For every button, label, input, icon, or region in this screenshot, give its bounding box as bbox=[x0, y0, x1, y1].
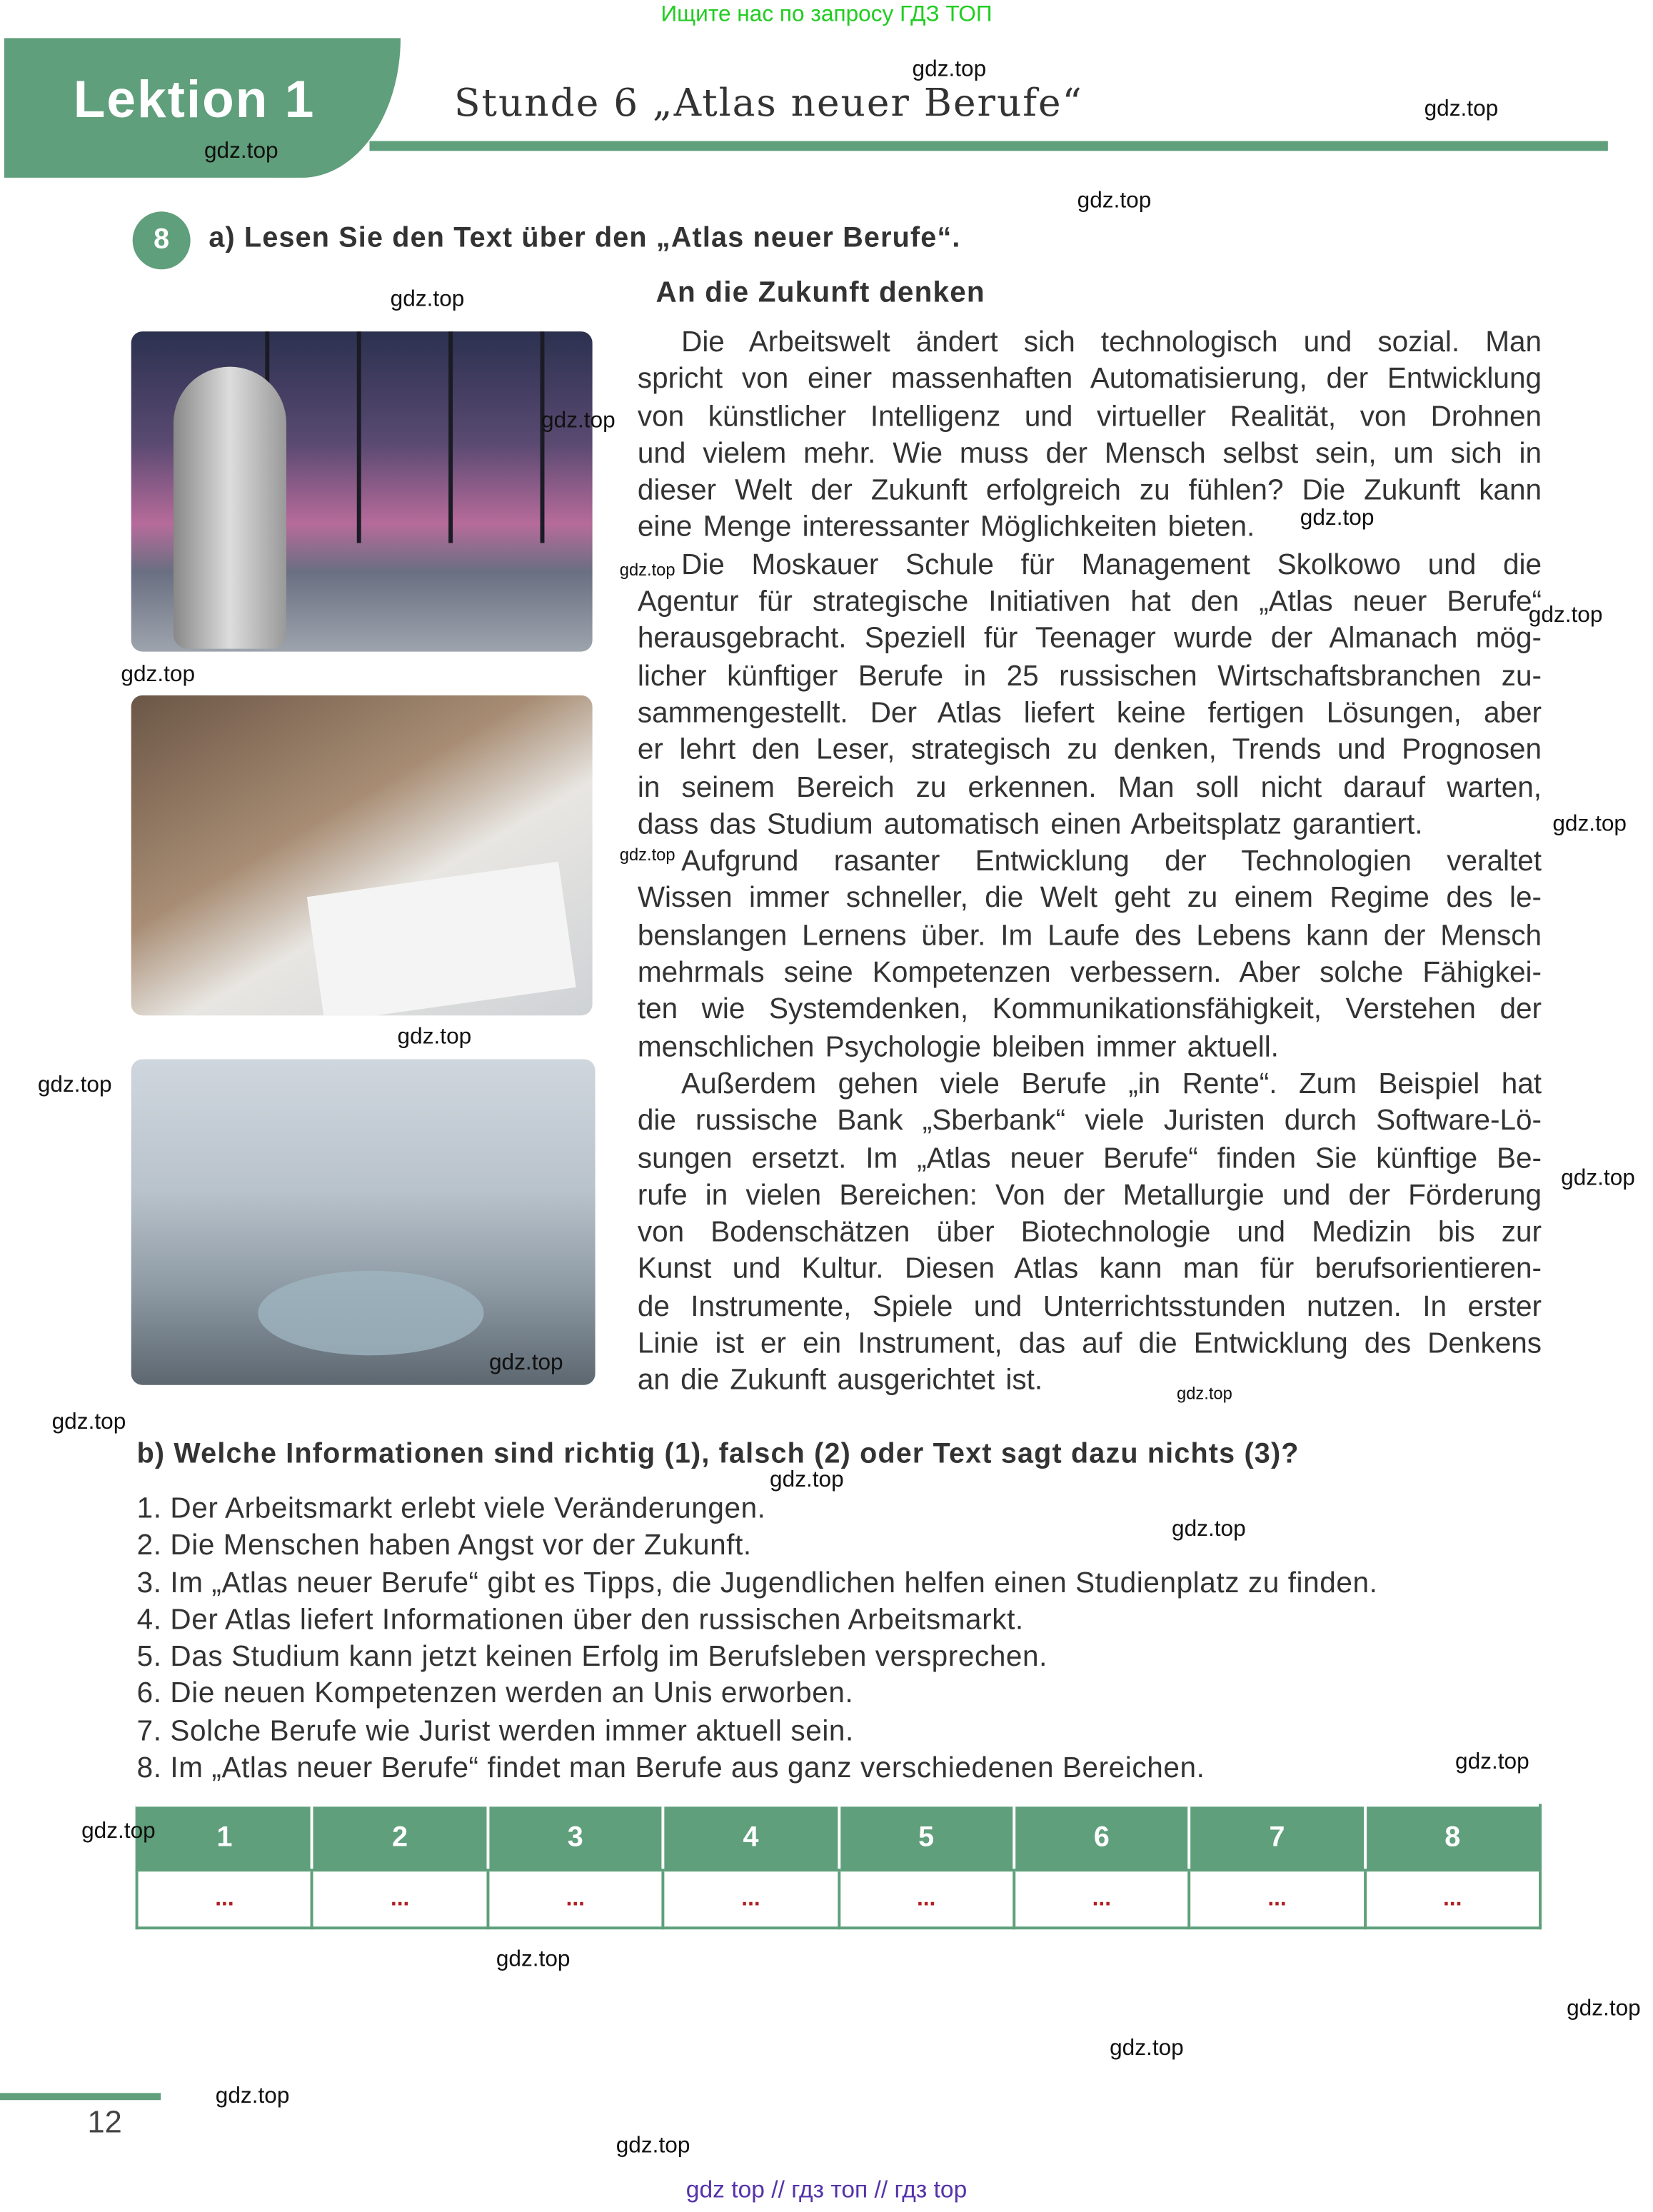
watermark: gdz.top bbox=[1552, 812, 1627, 837]
watermark: gdz.top bbox=[488, 1351, 563, 1375]
window-frame bbox=[541, 331, 545, 543]
answer-table-row bbox=[137, 1870, 1540, 1928]
chart-paper bbox=[307, 862, 576, 1015]
task-b-instruction: b) Welche Informationen sind richtig (1), falsch (2) oder Text sagt dazu nichts (3)? bbox=[136, 1438, 1300, 1470]
article-line: eine Menge interessanter Möglichkeiten bieten. bbox=[637, 511, 1255, 544]
watermark: gdz.top bbox=[81, 1819, 156, 1844]
watermark: gdz.top bbox=[1171, 1517, 1246, 1542]
statement-item: 5. Das Studium kann jetzt keinen Erfolg im Berufsleben versprechen. bbox=[136, 1640, 1047, 1674]
watermark: gdz.top bbox=[1528, 603, 1603, 628]
article-line: von künstlicher Intelligenz und virtueller Realität, von Drohnen bbox=[637, 400, 1542, 433]
answer-cell[interactable]: ... bbox=[663, 1870, 839, 1928]
article-title: An die Zukunft denken bbox=[655, 276, 985, 309]
article-line: dieser Welt der Zukunft erfolgreich zu fühlen? Die Zukunft kann bbox=[637, 474, 1542, 507]
article-line: Außerdem gehen viele Berufe „in Rente“. Zum Beispiel hat bbox=[681, 1067, 1542, 1100]
article-line: an die Zukunft ausgerichtet ist. bbox=[637, 1364, 1043, 1397]
article-line: die russische Bank „Sberbank“ viele Juristen durch Software-Lö- bbox=[637, 1105, 1542, 1137]
article-line: ten wie Systemdenken, Kommunikationsfähigkeit, Verstehen der bbox=[637, 993, 1542, 1026]
article-line: dass das Studium automatisch einen Arbeitsplatz garantiert. bbox=[637, 808, 1423, 841]
answer-column-header: 8 bbox=[1365, 1805, 1540, 1870]
watermark: gdz.top bbox=[204, 139, 278, 164]
window-frame bbox=[357, 331, 361, 543]
article-line: von Bodenschätzen über Biotechnologie und Medizin bis zur bbox=[637, 1215, 1542, 1249]
answer-column-header: 2 bbox=[312, 1805, 488, 1870]
article-line: er lehrt den Leser, strategisch zu denken, Trends und Prognosen bbox=[637, 733, 1542, 767]
watermark: gdz.top bbox=[1567, 1997, 1641, 2021]
watermark: gdz.top bbox=[1077, 188, 1152, 213]
page-title: Stunde 6 „Atlas neuer Berufe“ bbox=[454, 81, 1083, 126]
answer-table-header bbox=[137, 1805, 1540, 1870]
answer-cell[interactable]: ... bbox=[838, 1870, 1014, 1928]
watermark: gdz.top bbox=[390, 287, 465, 312]
article-line: spricht von einer massenhaften Automatisierung, der Entwicklung bbox=[637, 363, 1542, 396]
article-line: de Instrumente, Spiele und Unterrichtsstunden nutzen. In erster bbox=[637, 1290, 1542, 1323]
statement-item: 7. Solche Berufe wie Jurist werden immer aktuell sein. bbox=[136, 1714, 854, 1747]
watermark: gdz.top bbox=[616, 2133, 690, 2158]
statement-item: 4. Der Atlas liefert Informationen über den russischen Arbeitsmarkt. bbox=[136, 1603, 1024, 1637]
watermark: gdz.top bbox=[1177, 1383, 1232, 1404]
article-line: benslangen Lernens über. Im Laufe des Lebens kann der Mensch bbox=[637, 919, 1542, 952]
page-number: 12 bbox=[87, 2104, 122, 2140]
answer-column-header: 1 bbox=[137, 1805, 313, 1870]
watermark: gdz.top bbox=[770, 1468, 844, 1492]
video-conference-photo bbox=[131, 1059, 596, 1384]
watermark: gdz.top bbox=[1300, 506, 1375, 531]
watermark: gdz.top bbox=[1424, 97, 1499, 121]
answer-cell[interactable]: ... bbox=[137, 1870, 313, 1928]
watermark: gdz.top bbox=[619, 560, 675, 580]
article-line: rufe in vielen Bereichen: Von der Metallurgie und der Förderung bbox=[637, 1179, 1542, 1212]
task-a-instruction: a) Lesen Sie den Text über den „Atlas neuer Berufe“. bbox=[208, 223, 961, 254]
article-line: Wissen immer schneller, die Welt geht zu einem Regime des le- bbox=[637, 882, 1542, 915]
statement-item: 6. Die neuen Kompetenzen werden an Unis erworben. bbox=[136, 1677, 854, 1711]
answer-cell[interactable]: ... bbox=[312, 1870, 488, 1928]
answer-column-header: 5 bbox=[838, 1805, 1014, 1870]
article-line: und vielem mehr. Wie muss der Mensch selbst sein, um sich in bbox=[637, 437, 1542, 470]
article-line: licher künftiger Berufe in 25 russischen Wirtschaftsbranchen zu- bbox=[637, 659, 1542, 693]
article-line: Die Arbeitswelt ändert sich technologisch und sozial. Man bbox=[681, 326, 1542, 358]
answer-column-header: 4 bbox=[663, 1805, 839, 1870]
answer-cell[interactable]: ... bbox=[1190, 1870, 1365, 1928]
answer-column-header: 7 bbox=[1190, 1805, 1365, 1870]
watermark: gdz.top bbox=[912, 57, 987, 82]
statement-item: 2. Die Menschen haben Angst vor der Zukunft. bbox=[136, 1529, 752, 1562]
article-line: in seinem Bereich zu erkennen. Man soll nicht darauf warten, bbox=[637, 770, 1542, 804]
answer-column-header: 3 bbox=[488, 1805, 663, 1870]
answer-table bbox=[136, 1804, 1542, 1929]
watermark: gdz.top bbox=[1455, 1750, 1529, 1774]
robot-figure bbox=[174, 367, 286, 649]
article-line: menschlichen Psychologie bleiben immer aktuell. bbox=[637, 1030, 1279, 1063]
watermark: gdz.top bbox=[121, 663, 196, 687]
watermark: gdz.top bbox=[37, 1073, 112, 1097]
exercise-number: 8 bbox=[133, 211, 191, 269]
article-line: sammengestellt. Der Atlas liefert keine fertigen Lösungen, aber bbox=[637, 696, 1542, 730]
meeting-table bbox=[258, 1271, 483, 1356]
answer-cell[interactable]: ... bbox=[488, 1870, 663, 1928]
footer-link[interactable]: gdz top // гдз топ // гдз top bbox=[685, 2176, 968, 2203]
article-line: Linie ist er ein Instrument, das auf die Entwicklung des Denkens bbox=[637, 1327, 1542, 1360]
watermark: gdz.top bbox=[1110, 2036, 1184, 2061]
article-line: Kunst und Kultur. Diesen Atlas kann man für berufsorientieren- bbox=[637, 1252, 1542, 1286]
watermark: gdz.top bbox=[541, 408, 616, 433]
answer-cell[interactable]: ... bbox=[1365, 1870, 1540, 1928]
article-line: Aufgrund rasanter Entwicklung der Technologien veraltet bbox=[681, 845, 1542, 878]
article-line: herausgebracht. Speziell für Teenager wurde der Almanach mög- bbox=[637, 622, 1542, 655]
article-line: mehrmals seine Kompetenzen verbessern. Aber solche Fähigkei- bbox=[637, 956, 1542, 989]
answer-column-header: 6 bbox=[1014, 1805, 1190, 1870]
article-line: Agentur für strategische Initiativen hat den „Atlas neuer Berufe“ bbox=[637, 585, 1542, 618]
statement-item: 1. Der Arbeitsmarkt erlebt viele Veränderungen. bbox=[136, 1492, 766, 1525]
article-body bbox=[638, 324, 1542, 1399]
article-line: sungen ersetzt. Im „Atlas neuer Berufe“ finden Sie künftige Be- bbox=[637, 1142, 1542, 1175]
watermark: gdz.top bbox=[397, 1025, 472, 1050]
robot-photo bbox=[131, 331, 593, 651]
watermark: gdz.top bbox=[215, 2084, 290, 2109]
lesson-label: Lektion 1 bbox=[73, 70, 316, 129]
watermark: gdz.top bbox=[619, 845, 675, 865]
header-rule bbox=[370, 141, 1608, 151]
watermark: gdz.top bbox=[1561, 1166, 1635, 1191]
statement-item: 3. Im „Atlas neuer Berufe“ gibt es Tipps, die Jugendlichen helfen einen Studienplatz zu finden. bbox=[136, 1566, 1378, 1599]
statement-item: 8. Im „Atlas neuer Berufe“ findet man Berufe aus ganz verschiedenen Bereichen. bbox=[136, 1751, 1205, 1784]
article-line: Die Moskauer Schule für Management Skolkowo und die bbox=[681, 548, 1542, 581]
business-charts-photo bbox=[131, 695, 593, 1015]
footer-bar bbox=[0, 2093, 161, 2100]
watermark: gdz.top bbox=[496, 1947, 571, 1972]
window-frame bbox=[448, 331, 453, 543]
search-banner[interactable]: Ищите нас по запросу ГДЗ ТОП bbox=[660, 2, 993, 27]
watermark: gdz.top bbox=[51, 1410, 126, 1434]
answer-cell[interactable]: ... bbox=[1014, 1870, 1190, 1928]
